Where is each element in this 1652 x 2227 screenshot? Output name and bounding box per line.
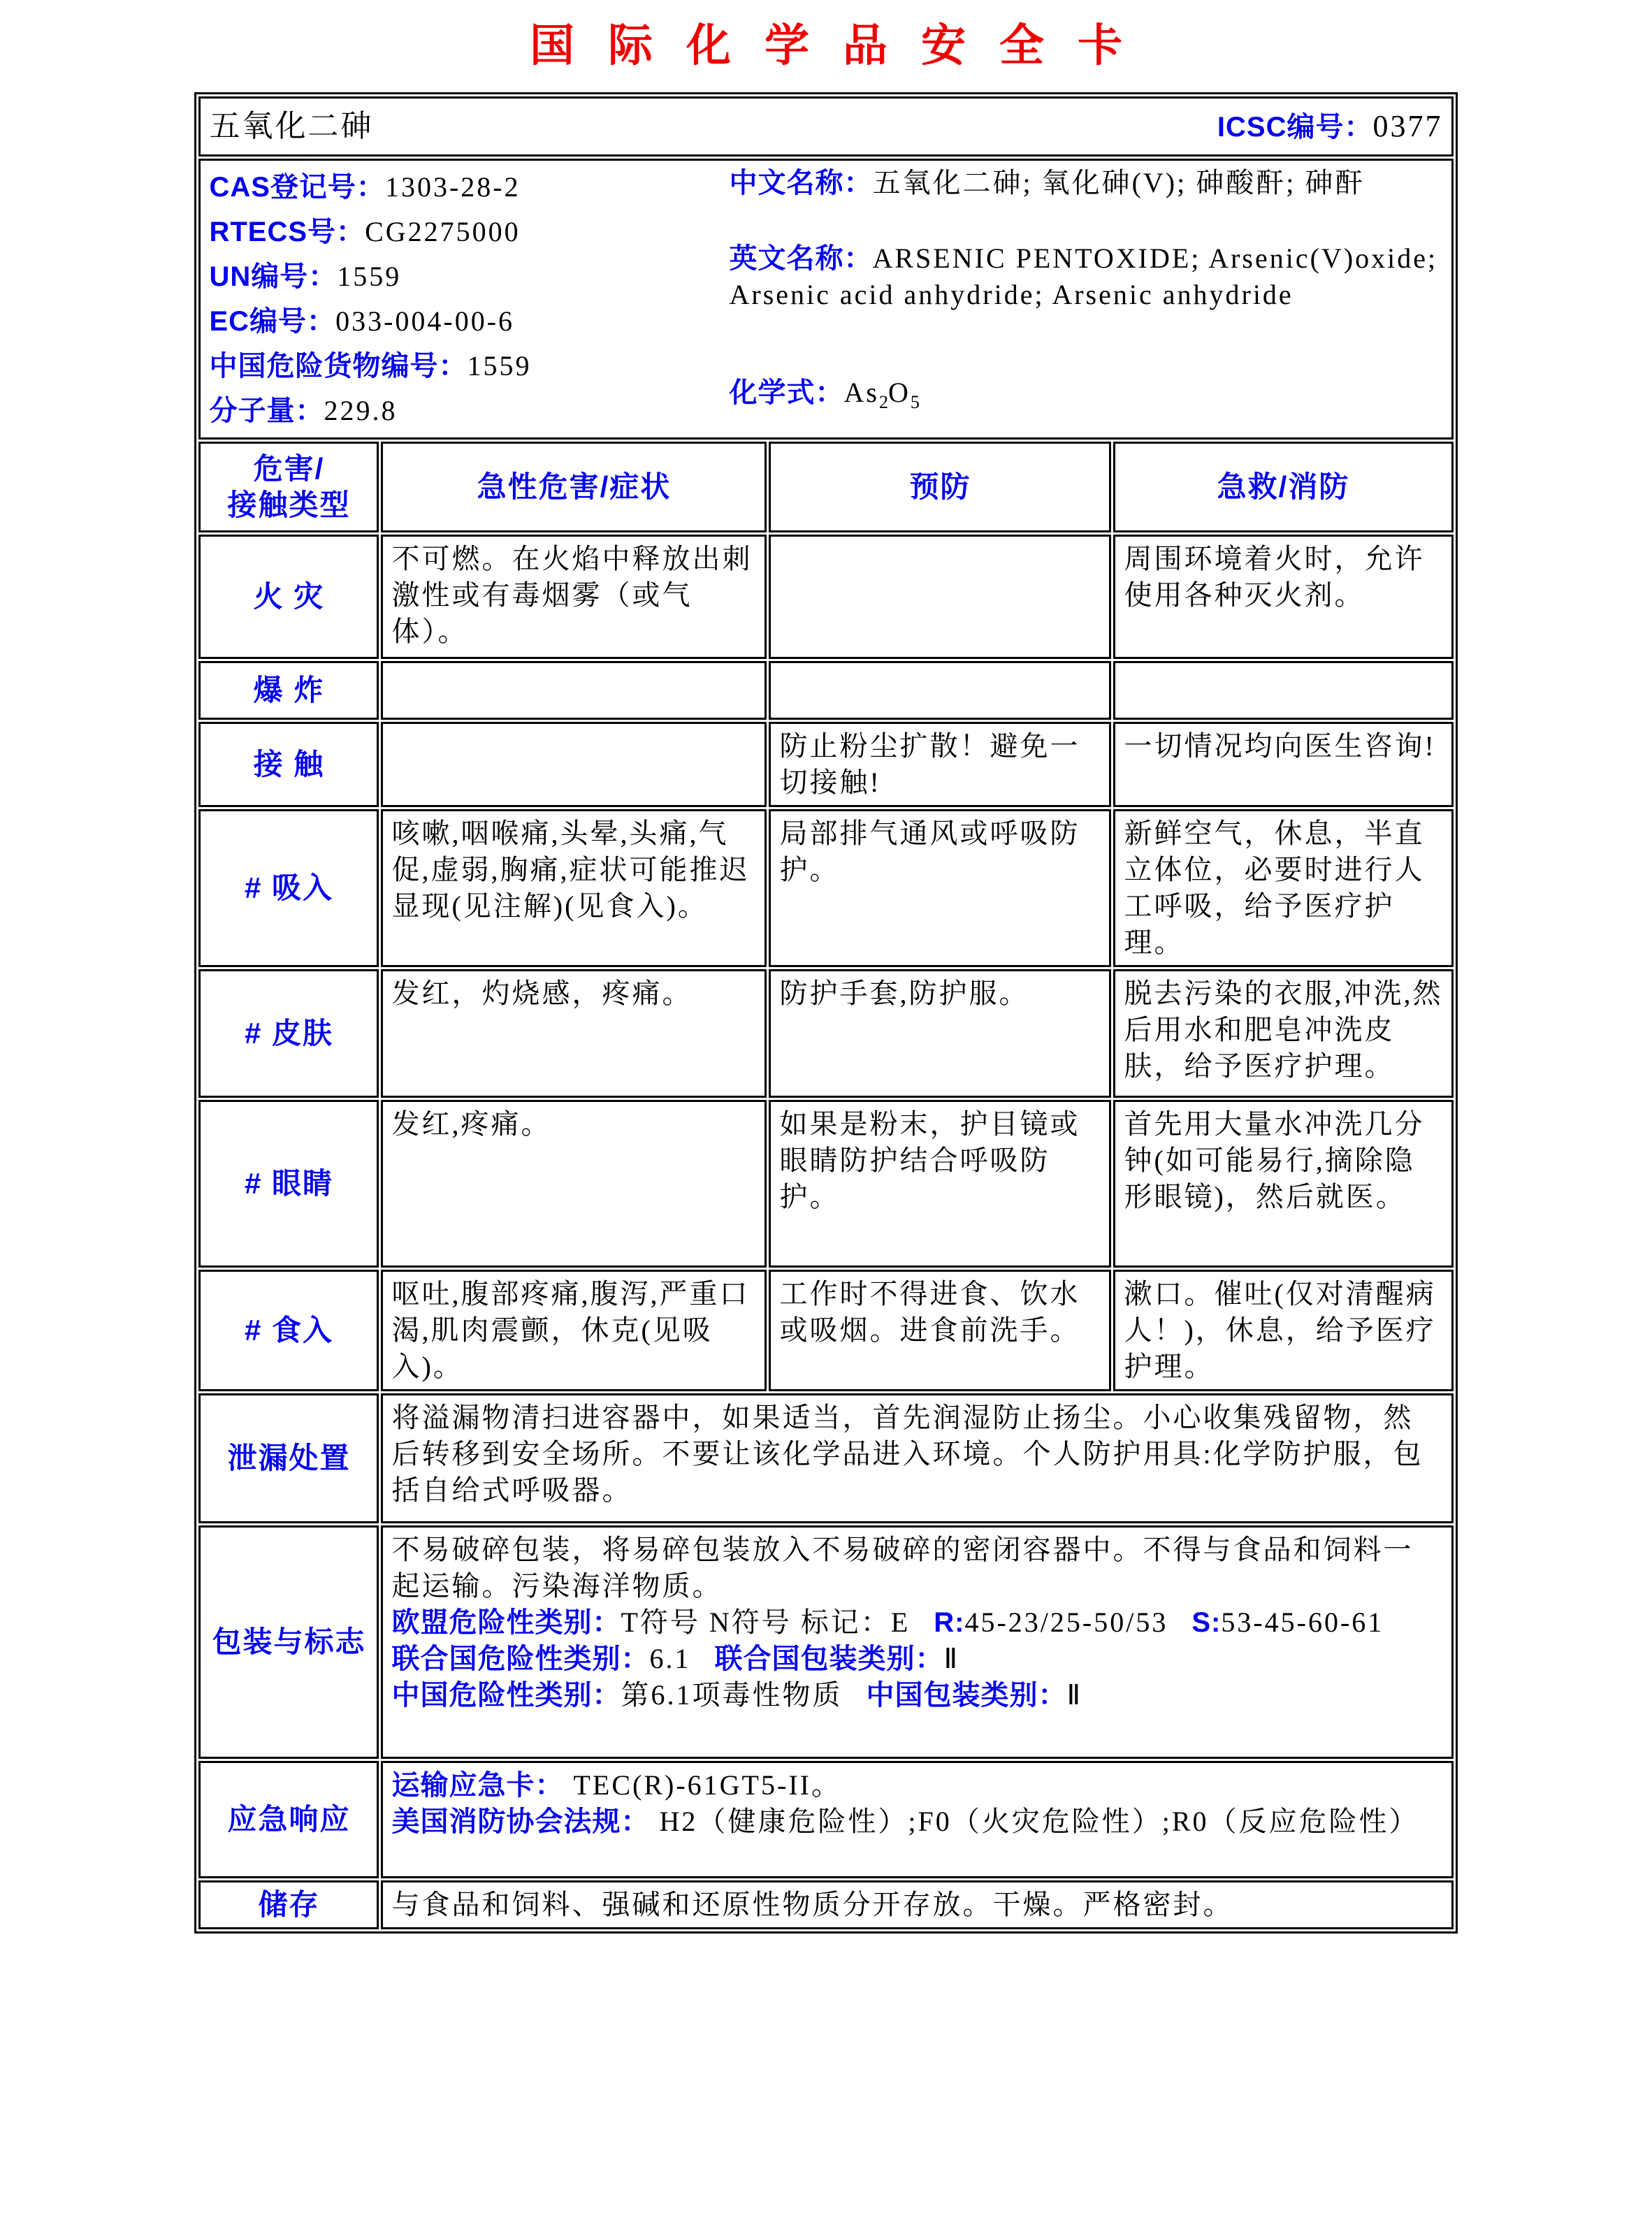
cell-contact-prevention: 防止粉尘扩散！避免一切接触! <box>769 722 1111 807</box>
cas-value: 1303-28-2 <box>384 171 521 203</box>
cn-pack-value: Ⅱ <box>1066 1679 1083 1711</box>
hazard-header-symptoms: 急性危害/症状 <box>381 442 767 532</box>
cell-skin-symptoms: 发红，灼烧感，疼痛。 <box>381 969 767 1098</box>
cell-packaging <box>381 1525 1453 1759</box>
rtecs-label: RTECS号： <box>209 217 365 247</box>
r-phrases-value: 45-23/25-50/53 <box>964 1606 1168 1638</box>
cell-contact-symptoms <box>381 722 767 807</box>
eyes-row <box>198 1100 1453 1268</box>
cell-eyes-prevention: 如果是粉末，护目镜或眼睛防护结合呼吸防护。 <box>769 1100 1111 1268</box>
hazard-header-firstaid: 急救/消防 <box>1113 442 1453 532</box>
storage-row <box>198 1880 1453 1929</box>
english-names <box>729 240 1442 313</box>
cell-fire-symptoms: 不可燃。在火焰中释放出刺激性或有毒烟雾（或气体）。 <box>381 535 767 659</box>
row-label-contact: 接 触 <box>198 722 379 807</box>
cn-hazard-class <box>391 1677 1442 1713</box>
eu-class-value: T符号 N符号 标记：E <box>621 1606 911 1638</box>
formula-value: $As_2O_5$ <box>843 377 920 412</box>
inhalation-row <box>198 809 1453 967</box>
un-class-label: 联合国危险性类别： <box>391 1644 650 1674</box>
un-class-value: 6.1 <box>649 1643 691 1674</box>
cell-ingestion-symptoms: 呕吐,腹部疼痛,腹泻,严重口渴,肌肉震颤，休克(见吸入)。 <box>381 1270 767 1391</box>
skin-row <box>198 969 1453 1098</box>
chemical-name: 五氧化二砷 <box>209 109 374 143</box>
cell-inhalation-prevention: 局部排气通风或呼吸防护。 <box>769 809 1111 967</box>
row-label-explosion: 爆 炸 <box>198 661 379 720</box>
formula-label: 化学式： <box>729 377 844 408</box>
un-value: 1559 <box>337 261 402 292</box>
mw-label: 分子量： <box>209 396 324 426</box>
un-label: UN编号： <box>209 261 338 292</box>
transport-emergency-card <box>391 1767 1442 1804</box>
packaging-text: 不易破碎包装，将易碎包装放入不易破碎的密闭容器中。不得与食品和饲料一起运输。污染海洋物质。 <box>391 1534 1414 1602</box>
rtecs-value: CG2275000 <box>365 216 521 247</box>
hazard-header-row <box>198 442 1453 532</box>
hazard-header-type: 危害/接触类型 <box>198 442 379 532</box>
china-dg-label: 中国危险货物编号： <box>209 351 468 382</box>
info-row <box>198 159 1453 440</box>
name-row <box>198 96 1453 157</box>
cell-spill-text: 将溢漏物清扫进容器中，如果适当，首先润湿防止扬尘。小心收集残留物，然后转移到安全场所。不要让该化学品进入环境。个人防护用具:化学防护服，包括自给式呼吸器。 <box>381 1393 1453 1523</box>
molecular-weight <box>209 389 719 433</box>
china-dg-value: 1559 <box>467 350 532 382</box>
un-pack-value: Ⅱ <box>943 1643 960 1674</box>
row-label-packaging: 包装与标志 <box>198 1525 379 1759</box>
cas-number <box>209 165 719 210</box>
en-name-label: 英文名称： <box>729 243 873 274</box>
cell-inhalation-firstaid: 新鲜空气，休息，半直立体位，必要时进行人工呼吸，给予医疗护理。 <box>1113 809 1453 967</box>
explosion-row <box>198 661 1453 720</box>
contact-row <box>198 722 1453 807</box>
tec-label: 运输应急卡： <box>391 1770 564 1801</box>
cn-name-value: 五氧化二砷; 氧化砷(V); 砷酸酐; 砷酐 <box>872 167 1365 198</box>
cell-contact-firstaid: 一切情况均向医生咨询! <box>1113 722 1453 807</box>
cell-emergency <box>381 1761 1453 1878</box>
icsc-value: 0377 <box>1372 108 1443 143</box>
name-list <box>719 165 1442 433</box>
rtecs-number <box>209 210 719 254</box>
cell-skin-prevention: 防护手套,防护服。 <box>769 969 1111 1098</box>
cn-class-label: 中国危险性类别： <box>391 1680 621 1711</box>
row-label-fire: 火 灾 <box>198 535 379 659</box>
cell-explosion-symptoms <box>381 661 767 720</box>
en-name-value: ARSENIC PENTOXIDE; Arsenic(V)oxide; Arsenic acid anhydride; Arsenic anhydride <box>729 242 1438 310</box>
row-label-emergency: 应急响应 <box>198 1761 379 1878</box>
nfpa-label: 美国消防协会法规： <box>391 1806 650 1837</box>
cn-name-label: 中文名称： <box>729 168 873 198</box>
identifier-list <box>209 165 719 433</box>
nfpa-value: H2（健康危险性）;F0（火灾危险性）;R0（反应危险性） <box>659 1806 1419 1837</box>
safety-card-table <box>194 92 1457 1934</box>
cell-explosion-prevention <box>769 661 1111 720</box>
s-phrases-label: S: <box>1191 1607 1222 1638</box>
eu-class-label: 欧盟危险性类别： <box>391 1607 621 1638</box>
cn-class-value: 第6.1项毒性物质 <box>621 1679 843 1711</box>
cell-fire-prevention <box>769 535 1111 659</box>
page-title: 国际化学品安全卡 <box>530 20 1156 71</box>
fire-row <box>198 535 1453 659</box>
icsc-number <box>1217 108 1443 145</box>
row-label-eyes: # 眼睛 <box>198 1100 379 1268</box>
cell-explosion-firstaid <box>1113 661 1453 720</box>
un-pack-label: 联合国包装类别： <box>714 1644 944 1674</box>
cell-skin-firstaid: 脱去污染的衣服,冲洗,然后用水和肥皂冲洗皮肤，给予医疗护理。 <box>1113 969 1453 1098</box>
row-label-ingestion: # 食入 <box>198 1270 379 1391</box>
chinese-names <box>729 165 1442 201</box>
ec-number <box>209 299 719 344</box>
un-number <box>209 254 719 299</box>
china-dg-number <box>209 344 719 389</box>
cell-eyes-symptoms: 发红,疼痛。 <box>381 1100 767 1268</box>
chemical-formula <box>729 375 1442 421</box>
row-label-skin: # 皮肤 <box>198 969 379 1098</box>
ec-value: 033-004-00-6 <box>335 305 515 337</box>
name-cell <box>198 96 1453 157</box>
spill-row <box>198 1393 1453 1523</box>
ingestion-row <box>198 1270 1453 1391</box>
cas-label: CAS登记号： <box>209 172 385 203</box>
row-label-storage: 储存 <box>198 1880 379 1929</box>
cell-ingestion-firstaid: 漱口。催吐(仅对清醒病人！)，休息，给予医疗护理。 <box>1113 1270 1453 1391</box>
r-phrases-label: R: <box>934 1607 965 1638</box>
eu-hazard-class <box>391 1604 1442 1641</box>
hazard-header-prevention: 预防 <box>769 442 1111 532</box>
ec-label: EC编号： <box>209 306 336 337</box>
cell-storage-text: 与食品和饲料、强碱和还原性物质分开存放。干燥。严格密封。 <box>381 1880 1453 1929</box>
cell-inhalation-symptoms: 咳嗽,咽喉痛,头晕,头痛,气促,虚弱,胸痛,症状可能推迟显现(见注解)(见食入)。 <box>381 809 767 967</box>
cell-fire-firstaid: 周围环境着火时，允许使用各种灭火剂。 <box>1113 535 1453 659</box>
cell-ingestion-prevention: 工作时不得进食、饮水或吸烟。进食前洗手。 <box>769 1270 1111 1391</box>
icsc-label: ICSC编号： <box>1217 111 1373 143</box>
un-hazard-class <box>391 1641 1442 1677</box>
packaging-row <box>198 1525 1453 1759</box>
row-label-spill: 泄漏处置 <box>198 1393 379 1523</box>
cell-eyes-firstaid: 首先用大量水冲洗几分钟(如可能易行,摘除隐形眼镜)，然后就医。 <box>1113 1100 1453 1268</box>
emergency-row <box>198 1761 1453 1878</box>
nfpa-code <box>391 1804 1442 1840</box>
tec-value: TEC(R)-61GT5-II。 <box>573 1769 841 1801</box>
row-label-inhalation: # 吸入 <box>198 809 379 967</box>
info-cell <box>198 159 1453 440</box>
s-phrases-value: 53-45-60-61 <box>1221 1606 1384 1638</box>
cn-pack-label: 中国包装类别： <box>866 1680 1067 1711</box>
mw-value: 229.8 <box>324 395 398 426</box>
